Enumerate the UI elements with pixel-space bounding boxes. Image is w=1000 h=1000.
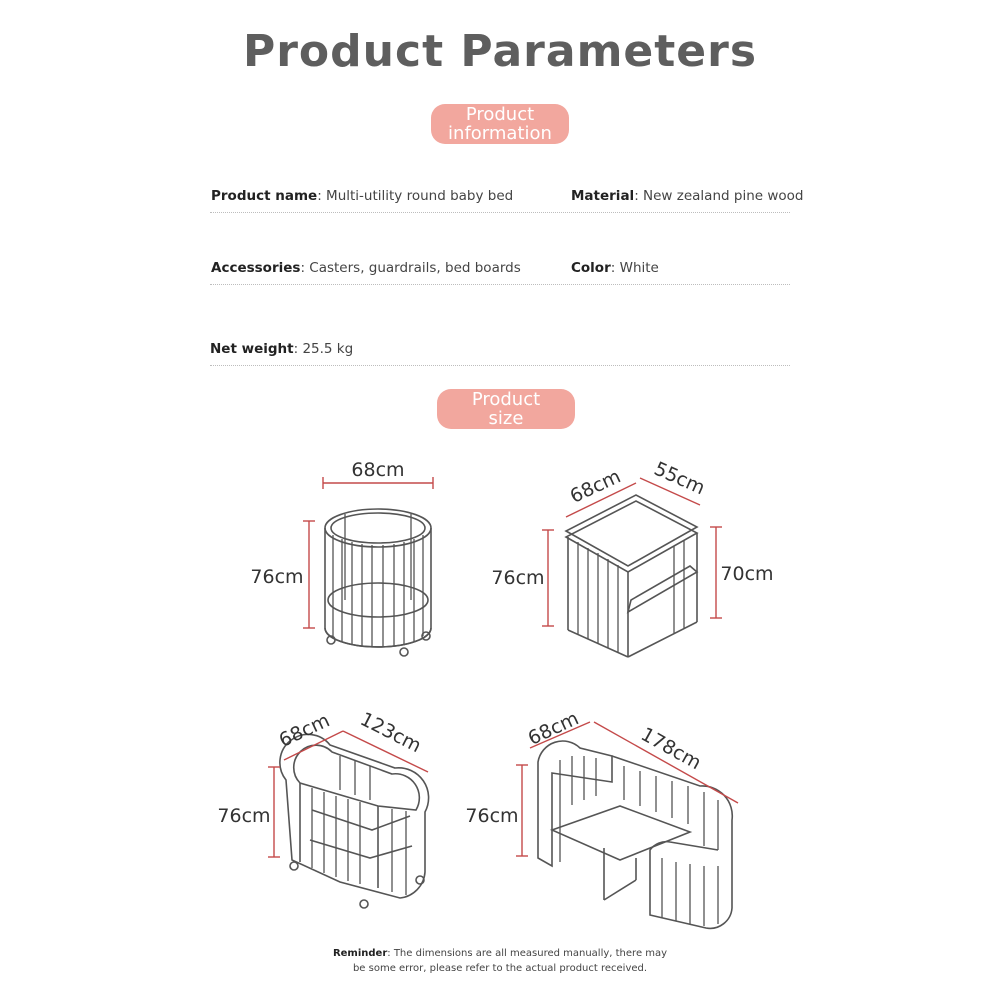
product-name-field: Product name: Multi-utility round baby bed	[211, 188, 514, 204]
reminder-line-1	[0, 946, 1000, 961]
table-inner-height-label: 70cm	[720, 563, 774, 585]
page-title: Product Parameters	[242, 26, 758, 77]
accessories-value: Casters, guardrails, bed boards	[309, 260, 521, 276]
extended-length-label: 178cm	[637, 723, 705, 775]
oval-width-label: 68cm	[275, 709, 334, 752]
round-width-label: 68cm	[351, 459, 405, 481]
extended-height-label: 76cm	[465, 805, 519, 827]
round-height-label: 76cm	[250, 566, 304, 588]
table-depth-label: 55cm	[650, 457, 709, 500]
reminder-text-2: be some error, please refer to the actual product received.	[352, 963, 648, 974]
reminder-text-1: : The dimensions are all measured manually, there may	[387, 948, 668, 959]
color-label: Color	[571, 260, 611, 276]
oval-height-label: 76cm	[217, 805, 271, 827]
table-width-label: 68cm	[566, 465, 625, 508]
table-height-label: 76cm	[491, 567, 545, 589]
badge-line-2: information	[448, 123, 552, 144]
material-value: New zealand pine wood	[643, 188, 804, 204]
net-weight-value: 25.5 kg	[302, 341, 354, 357]
net-weight-field: Net weight: 25.5 kg	[210, 341, 354, 357]
reminder-note	[0, 946, 1000, 976]
badge-line-2: size	[488, 408, 524, 429]
badge-line-1: Product	[471, 389, 541, 410]
round-crib-drawing	[325, 509, 431, 656]
product-name-label: Product name	[211, 188, 318, 204]
product-name-value: Multi-utility round baby bed	[326, 188, 514, 204]
reminder-label: Reminder	[332, 948, 388, 959]
accessories-label: Accessories	[211, 260, 301, 276]
material-label: Material	[571, 188, 635, 204]
oval-length-label: 123cm	[356, 708, 425, 758]
badge-line-1: Product	[465, 104, 535, 125]
table-crib-drawing	[566, 495, 697, 657]
table-crib-dimensions	[542, 478, 722, 626]
net-weight-label: Net weight	[210, 341, 294, 357]
accessories-field: Accessories: Casters, guardrails, bed boards	[211, 260, 521, 276]
extended-width-label: 68cm	[524, 707, 583, 750]
color-field: Color: White	[571, 260, 659, 276]
material-field: Material: New zealand pine wood	[571, 188, 804, 204]
extended-crib-drawing	[538, 741, 732, 928]
oval-crib-drawing	[280, 734, 429, 908]
color-value: White	[619, 260, 659, 276]
